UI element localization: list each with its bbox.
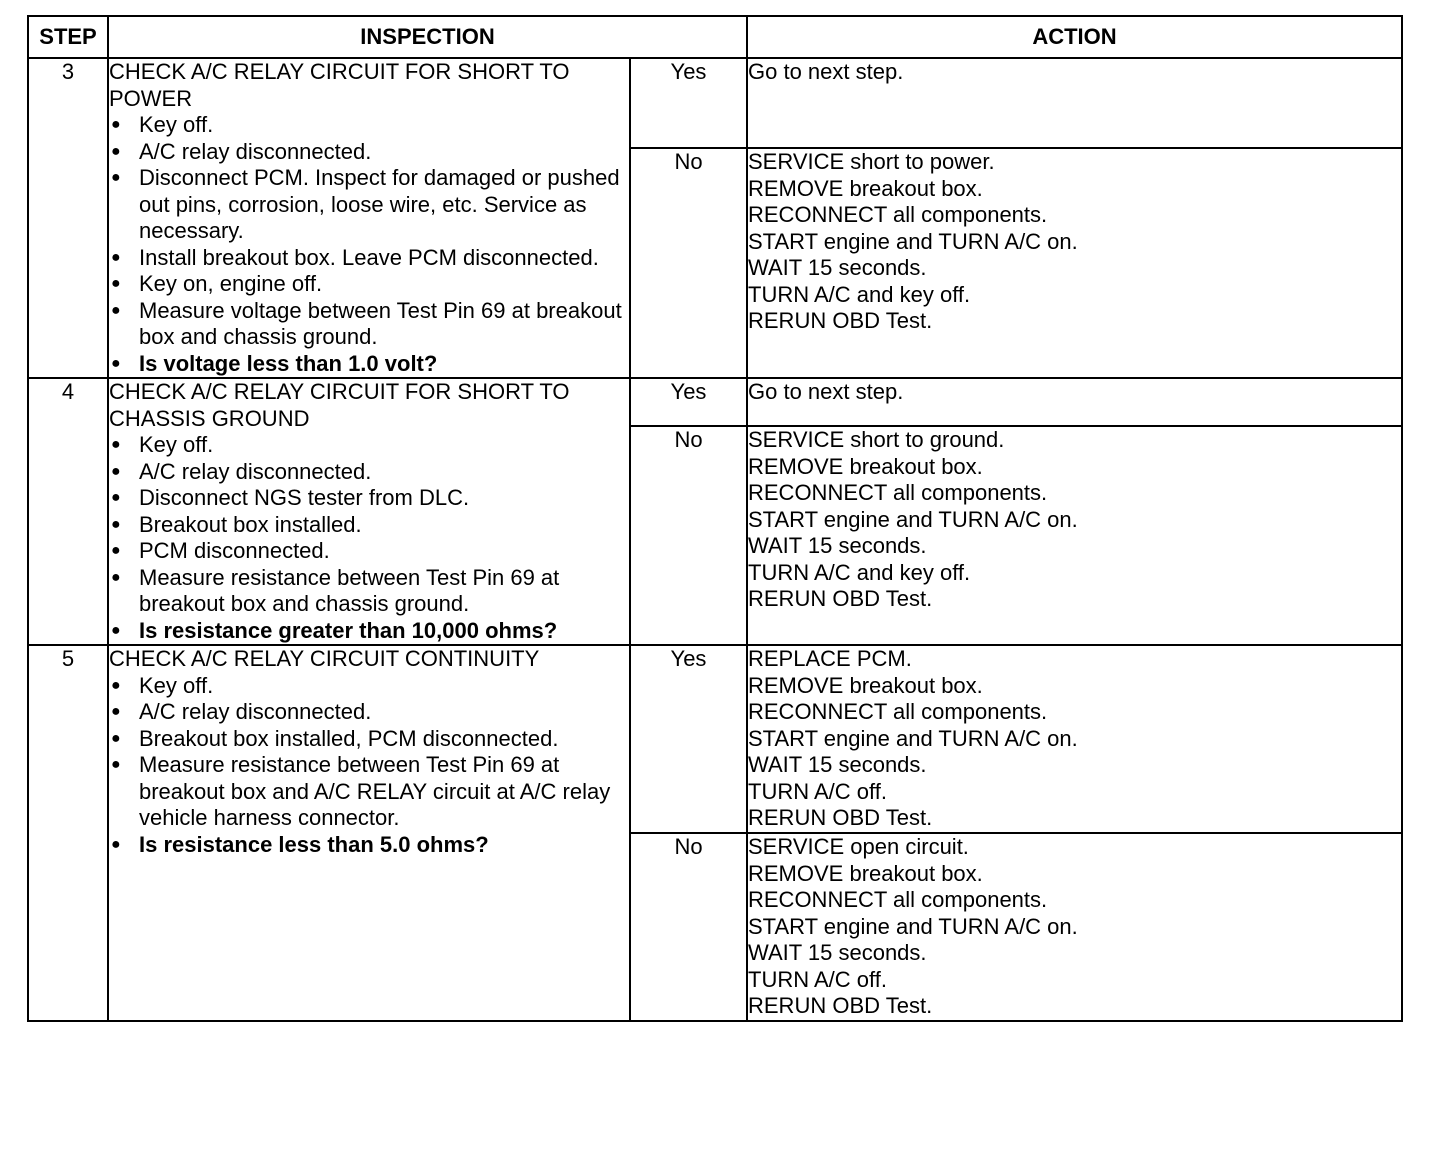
- inspection-bullet: ● Disconnect PCM. Inspect for damaged or pushed out pins, corrosion, loose wire, etc. Service as necessary.: [109, 165, 629, 245]
- action-line: RERUN OBD Test.: [748, 805, 933, 830]
- action-line: TURN A/C and key off.: [748, 559, 971, 585]
- action-line: WAIT 15 seconds.: [748, 255, 927, 280]
- step-4-yes-row: [28, 378, 1402, 426]
- inspection-bullet: ● Key on, engine off.: [109, 271, 629, 298]
- action-line: TURN A/C off.: [748, 966, 887, 992]
- inspection-bullet: ● Key off.: [109, 673, 629, 700]
- action-line: RECONNECT all components.: [748, 480, 1048, 505]
- inspection-bullet: ● Breakout box installed, PCM disconnected.: [109, 726, 629, 753]
- action-line: REPLACE PCM.: [748, 646, 912, 671]
- action-line: Go to next step.: [748, 379, 904, 404]
- inspection-bullet: ● Install breakout box. Leave PCM disconnected.: [109, 245, 629, 272]
- step-number: 5: [28, 645, 108, 1021]
- inspection-bullet: ● A/C relay disconnected.: [109, 459, 629, 486]
- action-line: RERUN OBD Test.: [748, 308, 933, 333]
- answer-no: No: [630, 148, 747, 378]
- inspection-title: CHECK A/C RELAY CIRCUIT FOR SHORT TO POWER: [109, 59, 570, 111]
- action-line: RECONNECT all components.: [748, 887, 1048, 912]
- inspection-question: ● Is resistance greater than 10,000 ohms?: [109, 618, 629, 645]
- action-line: TURN A/C and key off.: [748, 281, 971, 307]
- header-step: STEP: [28, 16, 108, 58]
- action-line: SERVICE short to power.: [748, 149, 995, 174]
- inspection-bullet: ● A/C relay disconnected.: [109, 699, 629, 726]
- answer-no: No: [630, 426, 747, 645]
- inspection-cell: [108, 378, 630, 645]
- inspection-bullet: ● Measure resistance between Test Pin 69 at breakout box and chassis ground.: [109, 565, 629, 618]
- header-inspection: INSPECTION: [108, 16, 747, 58]
- action-line: Go to next step.: [748, 59, 904, 84]
- inspection-title: CHECK A/C RELAY CIRCUIT FOR SHORT TO CHASSIS GROUND: [109, 379, 570, 431]
- inspection-bullet: ● Breakout box installed.: [109, 512, 629, 539]
- inspection-bullet: ● A/C relay disconnected.: [109, 139, 629, 166]
- inspection-cell: [108, 645, 630, 1021]
- header-action: ACTION: [747, 16, 1402, 58]
- action-line: REMOVE breakout box.: [748, 175, 983, 201]
- inspection-question: ● Is voltage less than 1.0 volt?: [109, 351, 629, 378]
- step-number: 3: [28, 58, 108, 378]
- action-yes: [747, 378, 1402, 426]
- action-line: SERVICE open circuit.: [748, 834, 969, 859]
- step-5-yes-row: [28, 645, 1402, 833]
- step-number: 4: [28, 378, 108, 645]
- action-line: RECONNECT all components.: [748, 699, 1048, 724]
- answer-yes: Yes: [630, 58, 747, 148]
- step-3-yes-row: [28, 58, 1402, 148]
- inspection-bullets: [109, 432, 629, 644]
- header-row: [28, 16, 1402, 58]
- inspection-bullet: ● Key off.: [109, 432, 629, 459]
- action-line: RECONNECT all components.: [748, 202, 1048, 227]
- diagnostic-table: [27, 15, 1403, 1022]
- action-line: REMOVE breakout box.: [748, 453, 983, 479]
- action-line: START engine and TURN A/C on.: [748, 725, 1078, 751]
- inspection-bullets: [109, 673, 629, 859]
- inspection-cell: [108, 58, 630, 378]
- action-line: WAIT 15 seconds.: [748, 940, 927, 965]
- action-line: REMOVE breakout box.: [748, 672, 983, 698]
- action-line: WAIT 15 seconds.: [748, 752, 927, 777]
- action-no: [747, 833, 1402, 1021]
- action-line: RERUN OBD Test.: [748, 993, 933, 1018]
- inspection-bullet: ● PCM disconnected.: [109, 538, 629, 565]
- action-no: [747, 148, 1402, 378]
- action-line: WAIT 15 seconds.: [748, 533, 927, 558]
- action-line: START engine and TURN A/C on.: [748, 506, 1078, 532]
- inspection-question: ● Is resistance less than 5.0 ohms?: [109, 832, 629, 859]
- action-yes: [747, 58, 1402, 148]
- action-line: RERUN OBD Test.: [748, 586, 933, 611]
- inspection-title: CHECK A/C RELAY CIRCUIT CONTINUITY: [109, 646, 540, 671]
- action-line: START engine and TURN A/C on.: [748, 913, 1078, 939]
- inspection-bullets: [109, 112, 629, 377]
- answer-no: No: [630, 833, 747, 1021]
- answer-yes: Yes: [630, 645, 747, 833]
- inspection-bullet: ● Measure resistance between Test Pin 69 at breakout box and A/C RELAY circuit at A/C relay vehicle harness connector.: [109, 752, 629, 832]
- answer-yes: Yes: [630, 378, 747, 426]
- inspection-bullet: ● Measure voltage between Test Pin 69 at breakout box and chassis ground.: [109, 298, 629, 351]
- inspection-bullet: ● Disconnect NGS tester from DLC.: [109, 485, 629, 512]
- action-line: START engine and TURN A/C on.: [748, 228, 1078, 254]
- action-line: TURN A/C off.: [748, 778, 887, 804]
- action-line: REMOVE breakout box.: [748, 860, 983, 886]
- action-yes: [747, 645, 1402, 833]
- action-no: [747, 426, 1402, 645]
- action-line: SERVICE short to ground.: [748, 427, 1005, 452]
- inspection-bullet: ● Key off.: [109, 112, 629, 139]
